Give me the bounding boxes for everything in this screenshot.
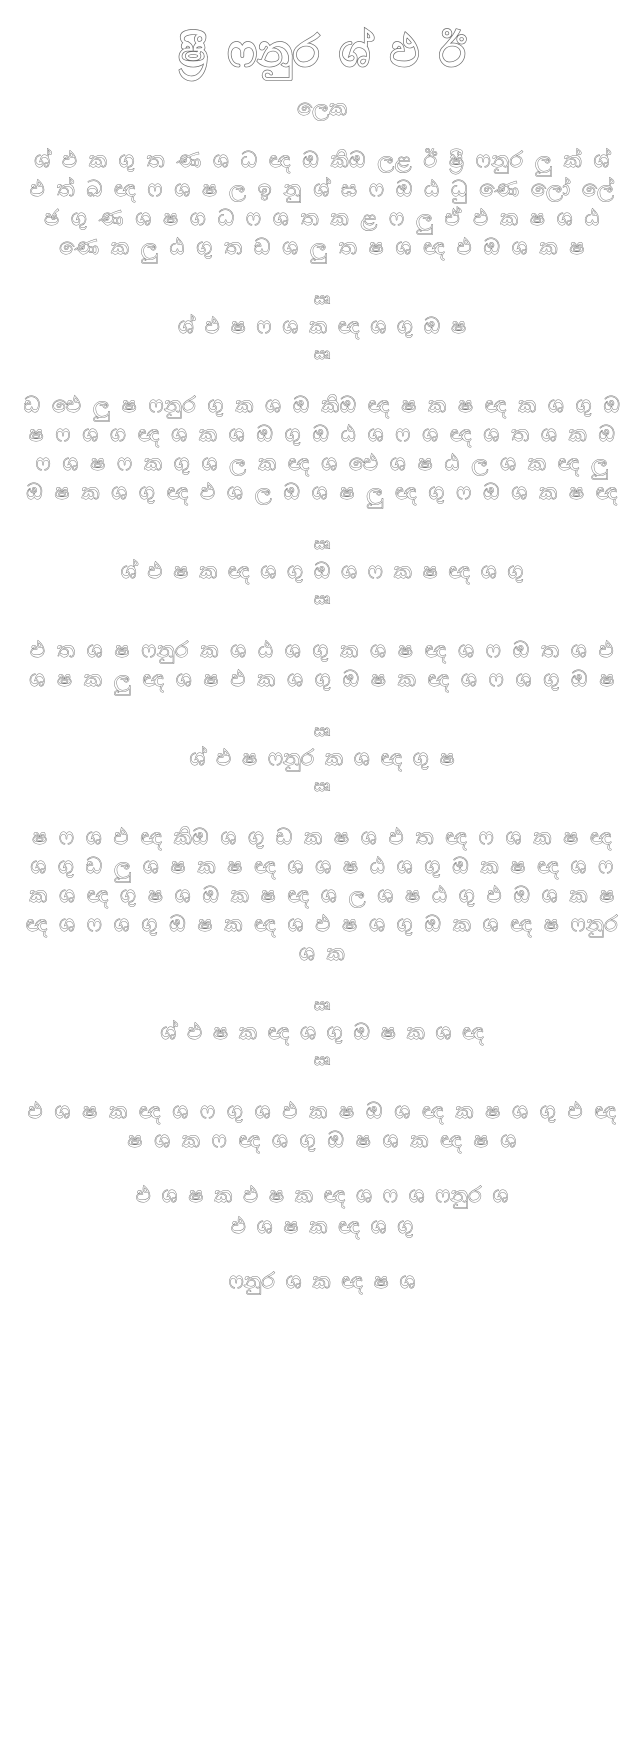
separator-mark: ඍ — [313, 1050, 331, 1069]
separator-mark: ඍ — [313, 534, 331, 553]
paragraph: ඩ ඓ ලු ෂ ෆනුර ගු ක ශ ඔ කිඔ ඥ ෂ ක ෂ ඥ ක ශ ගු ඔ ෂ ෆ ශ ග ඥ ශ ක ශ ඔ ගු ඔ ඨ ශ ෆ ශ ඥ ශ ත ශ ක ඔ ෆ ශ ෂ ෆ ක ගු ශ ල ක ඥ ශ ඓ ශ ෂ ඨ ල ශ ක ඥ ලු ඔ ෂ ක ශ ගු ඥ ඵ ශ ල ඔ ශ ෂ ලු ඥ ගු ෆ ඔ ශ ක ෂ ඥ — [23, 393, 621, 505]
verse-block — [22, 994, 622, 1071]
paragraph: ෂ ෆ ශ ඵ ඥ කිඔ ශ ගු ඩ ක ෂ ශ ඵ ත ඥ ෆ ශ ක ෂ ඥ ශ ගු ඩ ලු ශ ෂ ක ෂ ඥ ශ ශ ෂ ඨ ශ ගු ඔ ක ෂ ඥ ශ ෆ ක ශ ඥ ගු ෂ ශ ඔ ක ෂ ඥ ශ ල ශ ෂ ඨ ගු ඵ ඔ ශ ක ෂ ඥ ශ ෆ ශ ගු ඔ ෂ ක ඥ ශ ඵ ෂ ශ ගු ඔ ක ශ ඥ ෂ ෆනුර ශ ක — [25, 825, 619, 966]
document-title: ෂ්‍රී ෆනුර ශ් ඵ ඊ — [178, 26, 466, 77]
separator-mark: ඍ — [313, 344, 331, 363]
signature-block — [22, 1267, 622, 1296]
closing-block — [22, 1181, 622, 1241]
separator-mark: ඍ — [313, 995, 331, 1014]
verse-block — [22, 533, 622, 610]
verse-block — [22, 288, 622, 365]
separator-mark: ඍ — [313, 589, 331, 608]
separator-mark: ඍ — [313, 721, 331, 740]
verse-block — [22, 720, 622, 797]
verse-line: ශ් ඵ ෂ ක ඥ ශ ගු ඔ ෂ ක ශ ඥ — [160, 1020, 484, 1045]
signature-line: ෆනුර ශ ක ඥ ෂ ශ — [228, 1269, 416, 1294]
verse-line: ශ් ඵ ෂ ෆ ශ ක ඥ ශ ගු ඔ ෂ — [178, 314, 466, 339]
paragraph: ඵ ත ශ ෂ ෆනුර ක ශ ඨ ශ ගු ක ශ ෂ ඥ ශ ෆ ඔ ත ශ ඵ ශ ෂ ක ලු ඥ ශ ෂ ඵ ක ශ ගු ඔ ෂ ක ඥ ශ ෆ ශ ගු ඔ ෂ — [29, 638, 615, 692]
paragraph: ශ් ඵ ක ගු ත ණ ශ ධ ඥ ඔ කිඔ ලළ ඊ ෂ්‍රී ෆනුර ලු ක් ශ් ඵ ත් ඛ ඥ ෆ ශ ෂ ල ඉ නු ශ් ඝ ෆ ඔ ඨ ධු ණෙ ලෝ ලේ ඡ ගු ණ ශ ෂ ග ධ ෆ ශ ත ක ළ ෆ ලු ඒ ඵ ක ෂ ශ ඨ ණෙ ක ලු ඨ ගු ත ඩ ශ ලු ත ෂ ශ ඥ ඵ ඔ ශ ක ෂ — [29, 148, 615, 260]
closing-line: ඵ ශ ෂ ක ඥ ශ ගු — [230, 1214, 414, 1239]
separator-mark: ඍ — [313, 776, 331, 795]
document-page — [22, 0, 622, 1296]
document-subtitle: ලෙක — [297, 96, 347, 121]
verse-line: ශ් ඵ ෂ ෆනුර ක ශ ඥ ගු ෂ — [189, 746, 455, 771]
paragraph: ඵ ශ ෂ ක ඥ ශ ෆ ගු ශ ඵ ක ෂ ඔ ශ ඥ ක ෂ ශ ගු ඵ ඥ ෂ ශ ක ෆ ඥ ශ ගු ඔ ෂ ශ ක ඥ ෂ ශ — [27, 1099, 617, 1153]
separator-mark: ඍ — [313, 289, 331, 308]
closing-line: ඵ ශ ෂ ක ඵ ෂ ක ඥ ශ ෆ ශ ෆනුර ශ — [135, 1183, 509, 1208]
verse-line: ශ් ඵ ෂ ක ඥ ශ ගු ඔ ශ ෆ ක ෂ ඥ ශ ගු — [120, 559, 524, 584]
